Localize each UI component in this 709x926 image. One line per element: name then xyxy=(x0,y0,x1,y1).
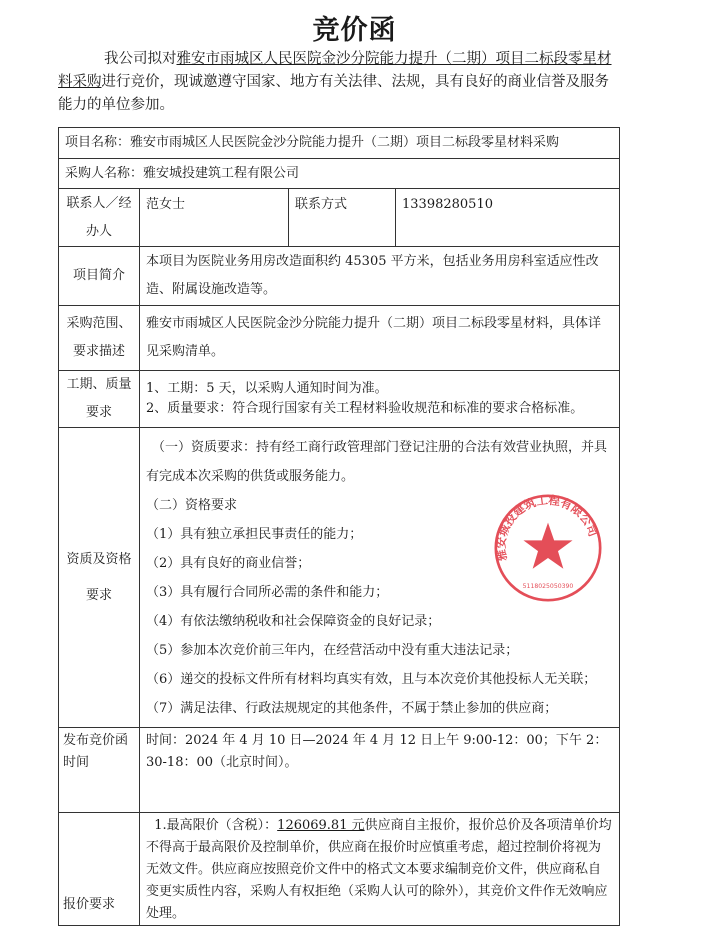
qual-item: （7）满足法律、行政法规规定的其他条件，不属于禁止参加的供应商； xyxy=(146,700,558,716)
price-label: 报价要求 xyxy=(59,813,140,926)
intro-prefix: 我公司拟对 xyxy=(104,51,177,67)
purchaser: 采购人名称：雅安城投建筑工程有限公司 xyxy=(59,159,620,189)
qualification-list xyxy=(140,428,620,728)
time-label: 发布竞价函时间 xyxy=(59,728,140,813)
qualification-label: 资质及资格要求 xyxy=(59,428,140,728)
period-label: 工期、质量要求 xyxy=(59,371,140,428)
scope-label: 采购范围、要求描述 xyxy=(59,306,140,371)
qual-item: （2）具有良好的商业信誉； xyxy=(146,555,311,571)
intro-suffix: 进行竞价，现诚邀遵守国家、地方有关法律、法规，具有良好的商业信誉及服务能力的单位参加。 xyxy=(58,74,609,113)
bid-info-table xyxy=(58,127,620,926)
contact-value: 范女士 xyxy=(140,189,289,247)
contact-label: 联系人／经办人 xyxy=(59,189,140,247)
period-item: 2、质量要求：符合现行国家有关工程材料验收规范和标准的要求合格标准。 xyxy=(146,401,584,416)
price-suffix: 供应商自主报价，报价总价及各项清单价均不得高于最高限价及控制单价，供应商在报价时应慎重考虑，超过控制价将视为无效文件。供应商应按照竞价文件中的格式文本要求编制竞价文件，供应商私自变更实质性内容，采购人有权拒绝（采购人认可的除外），其竞价文件作无效响应处理。 xyxy=(146,818,612,921)
time-value: 时间：2024 年 4 月 10 日—2024 年 4 月 12 日上午 9:00-12：00；下午 2：30-18：00（北京时间）。 xyxy=(140,728,620,813)
period-item: 1、工期：5 天，以采购人通知时间为准。 xyxy=(146,381,388,396)
phone-value: 13398280510 xyxy=(396,189,620,247)
qual-item: （一）资质要求：持有经工商行政管理部门登记注册的合法有效营业执照，并具有完成本次采购的供货或服务能力。 xyxy=(146,439,608,484)
price-value xyxy=(140,813,620,926)
summary-value: 本项目为医院业务用房改造面积约 45305 平方米，包括业务用房科室适应性改造、附属设施改造等。 xyxy=(140,247,620,306)
qual-item: （4）有依法缴纳税收和社会保障资金的良好记录； xyxy=(146,613,441,629)
scope-value: 雅安市雨城区人民医院金沙分院能力提升（二期）项目二标段零星材料，具体详见采购清单。 xyxy=(140,306,620,371)
qual-item: （二）资格要求 xyxy=(146,497,238,513)
document-title: 竞价函 xyxy=(312,15,397,46)
period-value xyxy=(140,371,620,428)
svg-text:5118025050390: 5118025050390 xyxy=(522,582,574,590)
qual-item: （3）具有履行合同所必需的条件和能力； xyxy=(146,584,389,600)
price-prefix: 1.最高限价（含税）： xyxy=(154,818,278,833)
project-name: 项目名称：雅安市雨城区人民医院金沙分院能力提升（二期）项目二标段零星材料采购 xyxy=(59,128,620,159)
qual-item: （5）参加本次竞价前三年内，在经营活动中没有重大违法记录； xyxy=(146,642,519,658)
phone-label: 联系方式 xyxy=(289,189,396,247)
qual-item: （6）递交的投标文件所有材料均真实有效，且与本次竞价其他投标人无关联； xyxy=(146,671,597,687)
price-amount: 126069.81 元 xyxy=(277,818,365,833)
intro-project: 雅安市雨城区人民医院金沙分院能力提升（二期）项目二标段零星材料采购 xyxy=(58,51,612,90)
summary-label: 项目简介 xyxy=(59,247,140,306)
qual-item: （1）具有独立承担民事责任的能力； xyxy=(146,526,363,542)
intro-paragraph xyxy=(58,48,620,117)
svg-text:雅安城投建筑工程有限公司: 雅安城投建筑工程有限公司 xyxy=(493,492,601,563)
